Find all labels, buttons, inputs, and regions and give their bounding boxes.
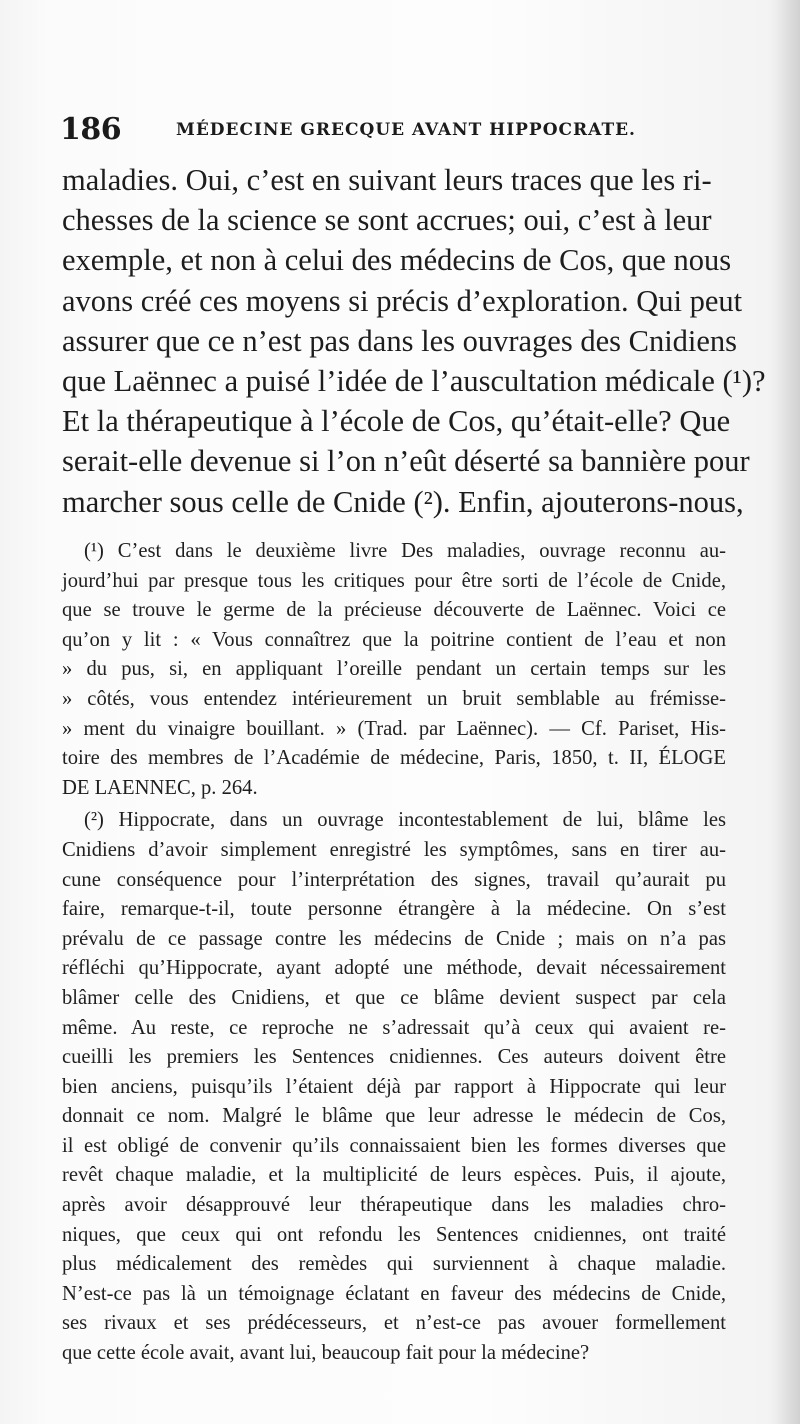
footnote-line: réfléchi qu’Hippocrate, ayant adopté une méthode, devait nécessairement	[62, 957, 726, 980]
footnote-line: bien anciens, puisqu’ils l’étaient déjà par rapport à Hippocrate qui leur	[62, 1075, 726, 1098]
footnote-line: prévalu de ce passage contre les médecins de Cnide ; mais on n’a pas	[62, 927, 726, 950]
footnote-2	[62, 806, 726, 1368]
footnote-1	[62, 537, 726, 803]
footnote-line: » ment du vinaigre bouillant. » (Trad. par Laënnec). — Cf. Pariset, His-	[62, 717, 726, 740]
footnote-line: qu’on y lit : « Vous connaîtrez que la poitrine contient de l’eau et non	[62, 628, 726, 651]
text-line: exemple, et non à celui des médecins de Cos, que nous	[62, 243, 732, 278]
main-text	[62, 160, 766, 522]
footnotes	[62, 537, 726, 1372]
footnote-line: N’est-ce pas là un témoignage éclatant en faveur des médecins de Cnide,	[62, 1282, 726, 1305]
text-line: serait-elle devenue si l’on n’eût déserté sa bannière pour	[62, 444, 750, 479]
footnote-line: donnait ce nom. Malgré le blâme que leur adresse le médecin de Cos,	[62, 1105, 726, 1128]
footnote-line: DE LAENNEC, p. 264.	[62, 776, 258, 799]
footnote-line: » du pus, si, en appliquant l’oreille pendant un certain temps sur les	[62, 658, 726, 681]
footnote-line: blâmer celle des Cnidiens, et que ce blâme devient suspect par cela	[62, 986, 726, 1009]
footnote-line: revêt chaque maladie, et la multiplicité de leurs espèces. Puis, il ajoute,	[62, 1164, 726, 1187]
page-header	[60, 112, 760, 154]
footnote-line: il est obligé de convenir qu’ils connaissaient bien les formes diverses que	[62, 1134, 726, 1157]
text-line: que Laënnec a puisé l’idée de l’auscultation médicale (¹)?	[62, 364, 766, 399]
page-edge-shadow	[774, 0, 800, 1424]
footnote-line: toire des membres de l’Académie de médecine, Paris, 1850, t. II, ÉLOGE	[62, 747, 726, 770]
text-line: Et la thérapeutique à l’école de Cos, qu’était-elle? Que	[62, 404, 731, 439]
footnote-line: que se trouve le germe de la précieuse découverte de Laënnec. Voici ce	[62, 599, 726, 622]
text-line: assurer que ce n’est pas dans les ouvrages des Cnidiens	[62, 323, 738, 358]
footnote-line: cune conséquence pour l’interprétation des signes, travail qu’aurait pu	[62, 868, 726, 891]
footnote-line: après avoir désapprouvé leur thérapeutique dans les maladies chro-	[62, 1194, 726, 1217]
text-line: marcher sous celle de Cnide (²). Enfin, ajouterons-nous,	[62, 484, 744, 519]
footnote-line: (¹) C’est dans le deuxième livre Des maladies, ouvrage reconnu au-	[84, 540, 726, 562]
footnote-line: plus médicalement des remèdes qui surviennent à chaque maladie.	[62, 1253, 726, 1276]
footnote-line: niques, que ceux qui ont refondu les Sentences cnidiennes, ont traité	[62, 1223, 726, 1246]
footnote-line: (²) Hippocrate, dans un ouvrage incontestablement de lui, blâme les	[84, 809, 726, 832]
footnote-line: faire, remarque-t-il, toute personne étrangère à la médecine. On s’est	[62, 898, 726, 921]
running-head: MÉDECINE GRECQUE AVANT HIPPOCRATE.	[176, 120, 636, 140]
footnote-line: Cnidiens d’avoir simplement enregistré les symptômes, sans en tirer au-	[62, 838, 726, 861]
footnote-line: jourd’hui par presque tous les critiques pour être sorti de l’école de Cnide,	[62, 569, 726, 592]
text-line: maladies. Oui, c’est en suivant leurs traces que les ri-	[62, 163, 712, 197]
footnote-line: ses rivaux et ses prédécesseurs, et n’est-ce pas avouer formellement	[62, 1312, 726, 1335]
footnote-line: » côtés, vous entendez intérieurement un bruit semblable au frémisse-	[62, 687, 726, 710]
text-line: avons créé ces moyens si précis d’exploration. Qui peut	[62, 283, 743, 318]
page-number: 186	[60, 112, 122, 147]
footnote-line: même. Au reste, ce reproche ne s’adressait qu’à ceux qui avaient re-	[62, 1016, 726, 1039]
footnote-line: cueilli les premiers les Sentences cnidiennes. Ces auteurs doivent être	[62, 1046, 726, 1069]
text-line: chesses de la science se sont accrues; oui, c’est à leur	[62, 203, 712, 238]
footnote-line: que cette école avait, avant lui, beaucoup fait pour la médecine?	[62, 1342, 590, 1365]
